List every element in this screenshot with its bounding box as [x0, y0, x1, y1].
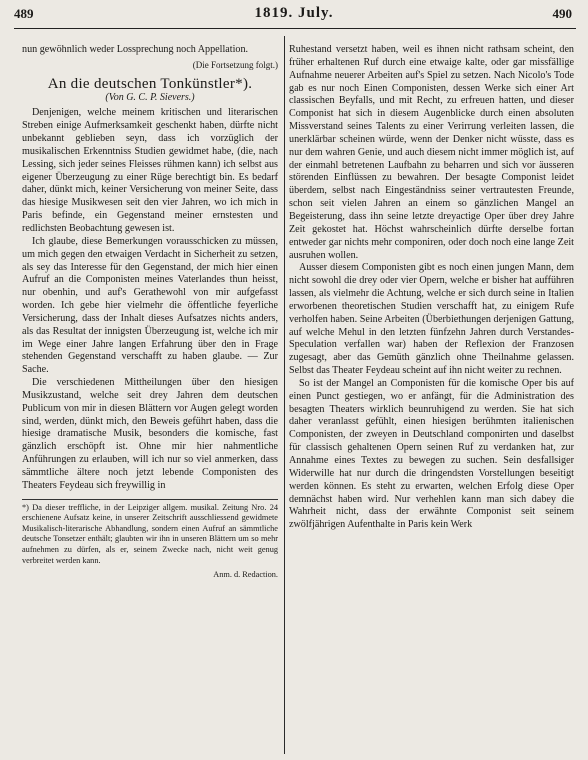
page-header [0, 2, 588, 28]
right-column [289, 44, 574, 532]
article-byline: (Von G. C. P. Sievers.) [105, 91, 195, 103]
continuation-note: (Die Fortsetzung folgt.) [192, 59, 278, 70]
left-column [22, 44, 278, 581]
footnote-signature: Anm. d. Redaction. [213, 570, 278, 580]
article-title: An die deutschen Tonkünstler*). [47, 75, 253, 92]
footnote-text: *) Da dieser treffliche, in der Leipziger allgem. musikal. Zeitung Nro. 24 erschienene Aufsatz keine, in unserer Zeitschrift ausschliessend gewidmete Musikalisch-literarische Abhandlung, sondern einen Aufruf an sämmtliche deutsche Tonsetzer enthält; glaubten wir ihn in unseren Blättern um so mehr aufnehmen zu dürfen, als er, seinem Zwecke nach, nicht weit genug verbreitet werden kann. [22, 502, 278, 565]
paragraph: So ist der Mangel an Componisten für die komische Oper bis auf einen Punct gestiegen, wo er anfängt, für die Administration des besagten Theaters wirklich beunruhigend zu werden. Sie hat sich daher veranlasst gefühlt, einen hiesigen berühmten italienischen Componisten, der zweyen in Deutschland componirten und daselbst für classisch gehaltenen Opern seinen Ruf zu verdanken hat, zur Annahme eines Textes zu bewegen zu suchen. Sein desfallsiger Widerwille hat nur durch die dringendsten Vorstellungen beseitigt werden können. Es steht zu erwarten, welchen Erfolg diese Oper demnächst haben wird. Nur verhehlen kann man sich dabey die Wahrheit nicht, dass der erwähnte Componist seit seinem zwölfjährigen Aufenthalte in Paris kein Werk [289, 377, 574, 531]
paragraph: Denjenigen, welche meinem kritischen und literarischen Streben einige Aufmerksamkeit geschenkt haben, dürfte nicht unbekannt geblieben seyn, dass ich vorzüglich der musikalischen Erkenntniss Studien gewidmet habe, (die, nach Lessing, sich jeder seines Fleisses rühmen kann) ich selbst aus eigener Überzeugung zu einer Rüge berechtigt bin. Es bedarf daher, dünkt mich, keiner Versicherung von meiner Seite, dass das hiesige Musikwesen seit den vier Jahren, wo ich mich in Paris befinde, ein Gegenstand meiner ernstesten und redlichsten Beobachtung gewesen ist. [22, 107, 278, 234]
footnote-rule [22, 499, 278, 500]
paragraph: Ich glaube, diese Bemerkungen vorausschicken zu müssen, um mich gegen den etwaigen Verdacht in Sicherheit zu setzen, als sey das Interesse für den Gegenstand, der mich hier einen Aufruf an die Componisten meines Vaterlandes thun heisst, nur obenhin, und auf's Gerathewohl von mir aufgefasst worden. Ich gebe hier vielmehr die öffentliche feyerliche Versicherung, dass der Inhalt dieses Aufsatzes nichts anders, als das Resultat der innigsten Überzeugung ist, welche ich mir im Wege einer Jahre langen Erfahrung über den in Frage stehenden Gegenstand verschafft zu haben glaube. — Zur Sache. [22, 235, 278, 376]
paragraph: Ruhestand versetzt haben, weil es ihnen nicht rathsam scheint, den früher erhaltenen Ruf durch eine etwaige kalte, oder gar missfällige Aufnahme neuerer Arbeiten auf's Spiel zu setzen. Nach Nicolo's Tode gab es nur noch Einen Componisten, dessen Werke sich einer Art classischen Beyfalls, und mit Recht, zu erfreuen hatten, und dieser Componist hat sich in diesem Augenblicke durch einen absoluten Missverstand seines Talents zu einer Verirrung verleiten lassen, die unerklärbar scheinen würde, wenn der Denker nicht wüsste, dass es nur dem wahren Genie, und auch diesem nicht immer möglich ist, auf der einmahl betretenen Laufbahn zu beharren und sich vor äusseren störenden Einflüssen zu bewahren. Der besagte Componist leidet überdem, selbst nach Eingeständniss seiner vertrautesten Freunde, schon seit vielen Jahren an einem so gänzlichen Mangel an Begeisterung, dass ihn seine letzte dreyactige Oper über drey Jahre Zeit gekostet hat. Höchst wahrscheinlich dürfte derselbe fortan entweder gar nichts mehr componiren, oder doch noch eine lange Zeit ausruhen wollen. [289, 44, 574, 261]
header-rule [14, 28, 576, 29]
left-page-number: 489 [14, 6, 34, 21]
paragraph: Ausser diesem Componisten gibt es noch einen jungen Mann, dem nicht sowohl die drey oder vier Opern, welche er bisher hat aufführen lassen, als vielmehr die Achtung, welche er sich durch seine in Italien erworbenen theoretischen Studien verschafft hat, zu einigem Rufe verholfen haben. Seine Arbeiten (Überbiethungen derjenigen Gattung, auf welche Mehul in den letzten fünfzehn Jahren durch Verstandes-Speculation verfallen war) haben der Reflexion der Franzosen zugesagt, aber das Gemüth gänzlich ohne Theilnahme gelassen. Selbst das Theater Feydeau scheint auf ihn nicht weiter zu rechnen. [289, 262, 574, 377]
column-divider [284, 36, 285, 754]
running-title: 1819. July. [254, 5, 334, 21]
right-page-number: 490 [552, 6, 572, 21]
paragraph: Die verschiedenen Mittheilungen über den hiesigen Musikzustand, welche seit drey Jahren dem deutschen Publicum von mir in diesen Blättern vor Augen gelegt worden sind, werden, dünkt mich, den Beweis geführt haben, dass die hiesige dramatische Musik, besonders die komische, fast gänzlich erschöpft ist. Ohne mir hier nahmentliche Anführungen zu erlauben, will ich nur so viel anmerken, dass sämmtliche ältere noch jetzt lebende Componisten des Theaters Feydeau sich freywillig in [22, 377, 278, 491]
footnote [22, 503, 278, 581]
carryover-text: nun gewöhnlich weder Lossprechung noch Appellation. [22, 44, 249, 55]
